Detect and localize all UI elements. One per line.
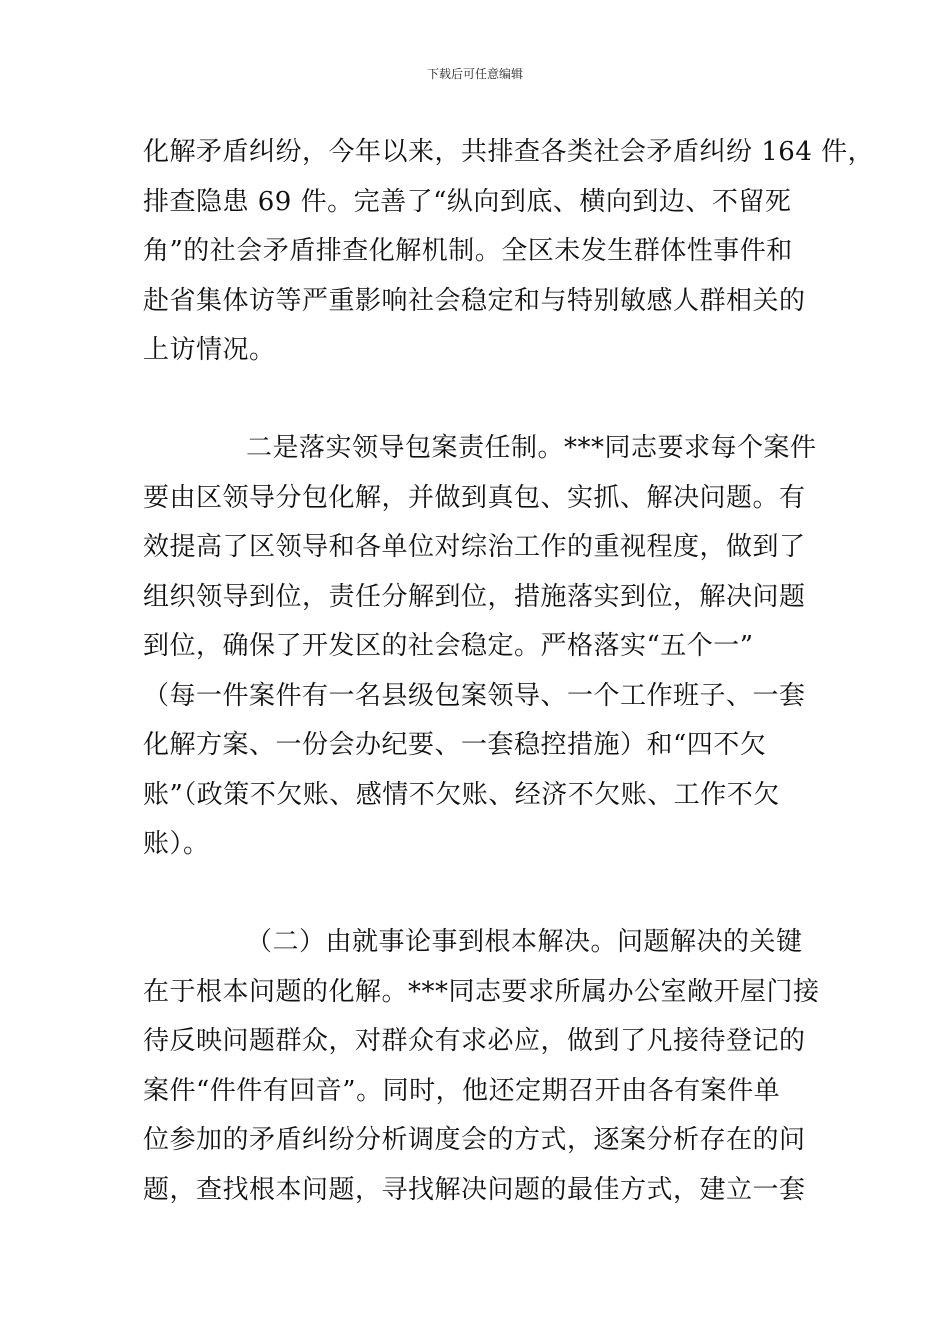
text-line: 位参加的矛盾纠纷分析调度会的方式，逐案分析存在的问 bbox=[143, 1125, 806, 1155]
text-line: （二）由就事论事到根本解决。问题解决的关键 bbox=[246, 927, 803, 957]
text-line: 在于根本问题的化解。***同志要求所属办公室敞开屋门接 bbox=[143, 976, 820, 1007]
text-line: 待反映问题群众，对群众有求必应，做到了凡接待登记的 bbox=[143, 1026, 806, 1056]
text-line: 化解方案、一份会办纪要、一套稳控措施）和“四不欠 bbox=[143, 730, 767, 760]
text-line: 上访情况。 bbox=[143, 335, 276, 365]
page-header-note: 下载后可任意编辑 bbox=[426, 67, 523, 81]
text-line: 要由区领导分包化解，并做到真包、实抓、解决问题。有 bbox=[143, 482, 806, 513]
text-line: 到位，确保了开发区的社会稳定。严格落实“五个一” bbox=[143, 631, 754, 661]
paragraph bbox=[143, 128, 875, 376]
text-line: 二是落实领导包案责任制。***同志要求每个案件 bbox=[246, 433, 817, 463]
text-line: 化解矛盾纠纷，今年以来，共排查各类社会矛盾纠纷 164 件， bbox=[143, 137, 875, 167]
text-line: （每一件案件有一名县级包案领导、一个工作班子、一套 bbox=[143, 680, 806, 711]
text-line: 赴省集体访等严重影响社会稳定和与特别敏感人群相关的 bbox=[143, 285, 806, 316]
text-line: 题，查找根本问题，寻找解决问题的最佳方式，建立一套 bbox=[143, 1174, 806, 1205]
paragraph-leader-responsibility bbox=[143, 424, 815, 870]
paragraph bbox=[143, 918, 820, 1215]
text-line: 排查隐患 69 件。完善了“纵向到底、横向到边、不留死 bbox=[143, 186, 792, 217]
text-line: 账”（政策不欠账、感情不欠账、经济不欠账、工作不欠 bbox=[143, 779, 780, 810]
text-line: 角”的社会矛盾排查化解机制。全区未发生群体性事件和 bbox=[143, 236, 793, 266]
paragraph bbox=[143, 424, 815, 870]
text-line: 组织领导到位，责任分解到位，措施落实到位，解决问题 bbox=[143, 581, 806, 612]
text-line: 账）。 bbox=[143, 829, 210, 859]
paragraph-root-solution bbox=[143, 918, 820, 1215]
paragraph-dispute-resolution bbox=[143, 128, 875, 376]
text-line: 案件“件件有回音”。同时，他还定期召开由各有案件单 bbox=[143, 1075, 781, 1106]
text-line: 效提高了区领导和各单位对综治工作的重视程度，做到了 bbox=[143, 532, 806, 562]
